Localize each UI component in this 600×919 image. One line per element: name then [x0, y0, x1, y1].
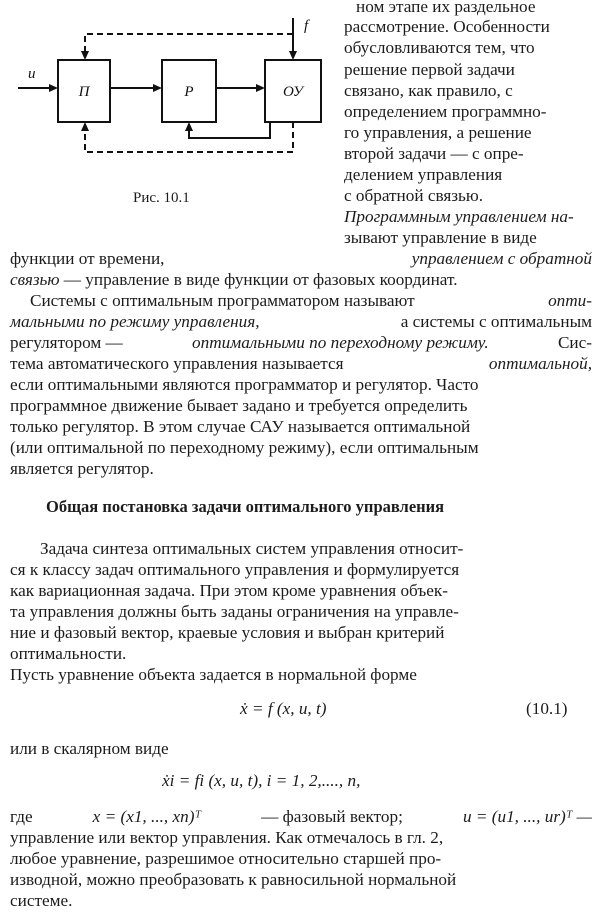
text-line: связано, как правило, с: [344, 81, 513, 100]
text-span: x = (x1, ..., xn)ᵀ: [92, 807, 202, 826]
para3-line: ся к классу задач оптимального управления и формулируется: [10, 560, 460, 579]
scalar-intro: или в скалярном виде: [10, 739, 169, 758]
text-span: функции от времени,: [10, 249, 165, 268]
text-span: где: [10, 807, 33, 826]
text-span: тема автоматического управления называется: [10, 354, 344, 373]
section-heading: Общая постановка задачи оптимального управления: [46, 497, 445, 516]
equation-number: (10.1): [526, 699, 568, 718]
text-span: u = (u1, ..., ur)ᵀ —: [462, 807, 592, 826]
text-line: обусловливаются тем, что: [344, 38, 535, 57]
para3-line: ние и фазовый вектор, краевые условия и выбран критерий: [10, 623, 445, 642]
para3-line: как вариационная задача. При этом кроме уравнения объек-: [10, 581, 448, 600]
para2-line8: (или оптимальной по переходному режиму), если оптимальным: [10, 438, 479, 457]
para2-line5: если оптимальными являются программатор и регулятор. Часто: [10, 375, 479, 394]
text-span: Системы с оптимальным программатором называют: [30, 291, 415, 310]
text-span: а системы с оптимальным: [400, 312, 592, 331]
para2-line1: [30, 290, 592, 311]
para5-line4: изводной, можно преобразовать к равносильной нормальной: [10, 870, 457, 889]
input-label: u: [28, 66, 36, 82]
para3-line: оптимальности.: [10, 644, 127, 663]
para3-line: Задача синтеза оптимальных систем управления относит-: [40, 539, 464, 558]
text-line: решение первой задачи: [344, 60, 515, 79]
para3-line: та управления должны быть заданы ограничения на управле-: [10, 602, 459, 621]
regulator-label: Р: [184, 84, 194, 100]
text-span: — управление в виде функции от фазовых координат.: [63, 270, 458, 289]
para2-line7: только регулятор. В этом случае САУ называется оптимальной: [10, 417, 471, 436]
top-feedback-path: [85, 34, 293, 54]
para1-line1: [10, 248, 592, 269]
text-span: опти-: [548, 291, 592, 310]
programmer-label: П: [78, 84, 90, 100]
text-span: оптимальной,: [488, 354, 592, 373]
text-span: связью: [10, 270, 60, 289]
para4-line: Пусть уравнение объекта задается в нормальной форме: [10, 665, 417, 684]
text-line: Программным управлением на-: [344, 207, 574, 226]
disturbance-label: f: [304, 18, 309, 34]
para5-line5: системе.: [10, 891, 73, 910]
para5-line3: любое уравнение, разрешимое относительно старшей про-: [10, 849, 442, 868]
para5-line1: [10, 806, 592, 827]
text-line: го управления, а решение: [344, 123, 532, 142]
text-line: второй задачи — с опре-: [344, 144, 524, 163]
figure-caption: Рис. 10.1: [133, 190, 190, 206]
text-span: управлением с обратной: [411, 249, 592, 268]
text-span: оптимальными по переходному режиму.: [192, 333, 489, 352]
text-line: делением управления: [344, 165, 503, 184]
text-span: — фазовый вектор;: [261, 807, 403, 826]
text-line: зывают управление в виде: [344, 228, 537, 247]
text-line: с обратной связью.: [344, 186, 484, 205]
text-span: мальными по режиму управления,: [10, 312, 260, 331]
text-span: регулятором —: [10, 333, 123, 352]
text-line: определением программно-: [344, 102, 547, 121]
para1-line2: [10, 269, 458, 290]
plant-label: ОУ: [282, 84, 304, 100]
para2-line6: программное движение бывает задано и требуется определить: [10, 396, 468, 415]
equation-scalar: ẋi = fi (x, u, t), i = 1, 2,...., n,: [162, 771, 361, 790]
para2-line9: является регулятор.: [10, 459, 154, 478]
inner-feedback-path: [189, 122, 270, 138]
para5-line2: управление или вектор управления. Как отмечалось в гл. 2,: [10, 828, 444, 847]
equation-10-1: ẋ = f (x, u, t): [240, 699, 327, 718]
para2-line3: [10, 332, 592, 353]
text-span: Сис-: [557, 333, 592, 352]
para2-line4: [10, 353, 592, 374]
text-line: ном этапе их раздельное: [356, 0, 536, 16]
text-line: рассмотрение. Особенности: [344, 17, 550, 36]
para2-line2: [10, 311, 592, 332]
